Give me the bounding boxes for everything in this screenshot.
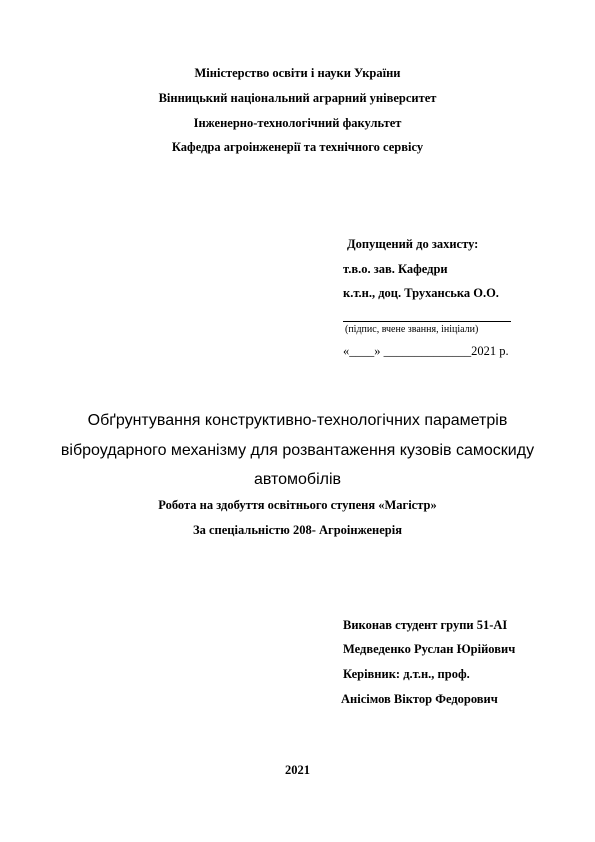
specialty-line: За спеціальністю 208- Агроінженерія xyxy=(193,523,402,537)
year-line: 2021 xyxy=(285,763,310,777)
admitted-label: Допущений до захисту: xyxy=(347,237,479,251)
thesis-title-line-1: Обґрунтування конструктивно-технологічних параметрів xyxy=(87,412,508,429)
signature-line xyxy=(343,321,511,322)
approval-date-line: «____» ______________2021 р. xyxy=(343,344,509,358)
approver-position: т.в.о. зав. Кафедри xyxy=(343,262,448,276)
ministry-line: Міністерство освіти і науки України xyxy=(194,66,401,80)
degree-line: Робота на здобуття освітнього ступеня «Магістр» xyxy=(158,498,437,512)
thesis-title-line-3: автомобілів xyxy=(253,471,342,488)
student-name: Медведенко Руслан Юрійович xyxy=(343,642,516,656)
signature-caption: (підпис, вчене звання, ініціали) xyxy=(345,324,479,335)
performed-by-line: Виконав студент групи 51-АІ xyxy=(343,618,508,632)
faculty-line: Інженерно-технологічний факультет xyxy=(193,116,402,130)
approver-name: к.т.н., доц. Труханська О.О. xyxy=(343,286,499,300)
university-line: Вінницький національний аграрний університет xyxy=(158,91,437,105)
supervisor-label: Керівник: д.т.н., проф. xyxy=(343,667,470,681)
supervisor-name: Анісімов Віктор Федорович xyxy=(341,692,498,706)
thesis-title-line-2: віброударного механізму для розвантаження кузовів самоскиду xyxy=(60,442,535,459)
department-line: Кафедра агроінженерії та технічного сервісу xyxy=(171,140,424,154)
